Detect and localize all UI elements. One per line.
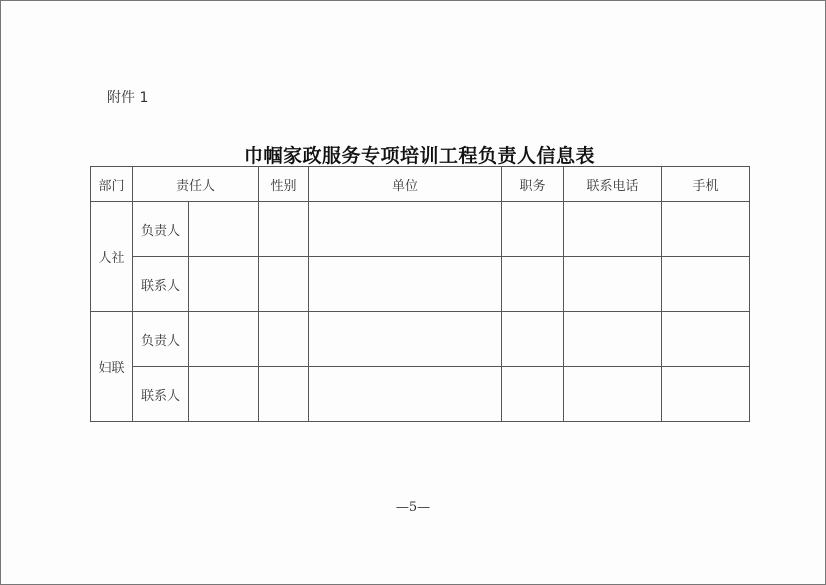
gender-cell — [259, 257, 309, 312]
table-row — [91, 312, 750, 367]
table-row — [91, 367, 750, 422]
header-gender: 性别 — [259, 167, 309, 202]
position-cell — [502, 202, 564, 257]
dept-cell: 人社 — [91, 202, 133, 312]
gender-cell — [259, 312, 309, 367]
role-cell: 联系人 — [133, 367, 189, 422]
header-dept: 部门 — [91, 167, 133, 202]
page-number: —5— — [395, 500, 431, 515]
table-row — [91, 257, 750, 312]
phone-cell — [564, 202, 662, 257]
gender-cell — [259, 367, 309, 422]
name-cell — [189, 257, 259, 312]
mobile-cell — [662, 257, 750, 312]
table-header-row — [91, 167, 750, 202]
unit-cell — [309, 367, 502, 422]
mobile-cell — [662, 202, 750, 257]
header-responsible: 责任人 — [133, 167, 259, 202]
header-position: 职务 — [502, 167, 564, 202]
position-cell — [502, 312, 564, 367]
attachment-label: 附件 1 — [107, 90, 149, 106]
info-table — [90, 166, 750, 422]
mobile-cell — [662, 367, 750, 422]
phone-cell — [564, 312, 662, 367]
name-cell — [189, 202, 259, 257]
role-cell: 联系人 — [133, 257, 189, 312]
unit-cell — [309, 257, 502, 312]
document-title: 巾帼家政服务专项培训工程负责人信息表 — [243, 145, 595, 167]
header-unit: 单位 — [309, 167, 502, 202]
position-cell — [502, 257, 564, 312]
name-cell — [189, 367, 259, 422]
header-phone: 联系电话 — [564, 167, 662, 202]
dept-cell: 妇联 — [91, 312, 133, 422]
gender-cell — [259, 202, 309, 257]
unit-cell — [309, 202, 502, 257]
unit-cell — [309, 312, 502, 367]
name-cell — [189, 312, 259, 367]
role-cell: 负责人 — [133, 202, 189, 257]
role-cell: 负责人 — [133, 312, 189, 367]
phone-cell — [564, 257, 662, 312]
header-mobile: 手机 — [662, 167, 750, 202]
position-cell — [502, 367, 564, 422]
phone-cell — [564, 367, 662, 422]
mobile-cell — [662, 312, 750, 367]
table-row — [91, 202, 750, 257]
